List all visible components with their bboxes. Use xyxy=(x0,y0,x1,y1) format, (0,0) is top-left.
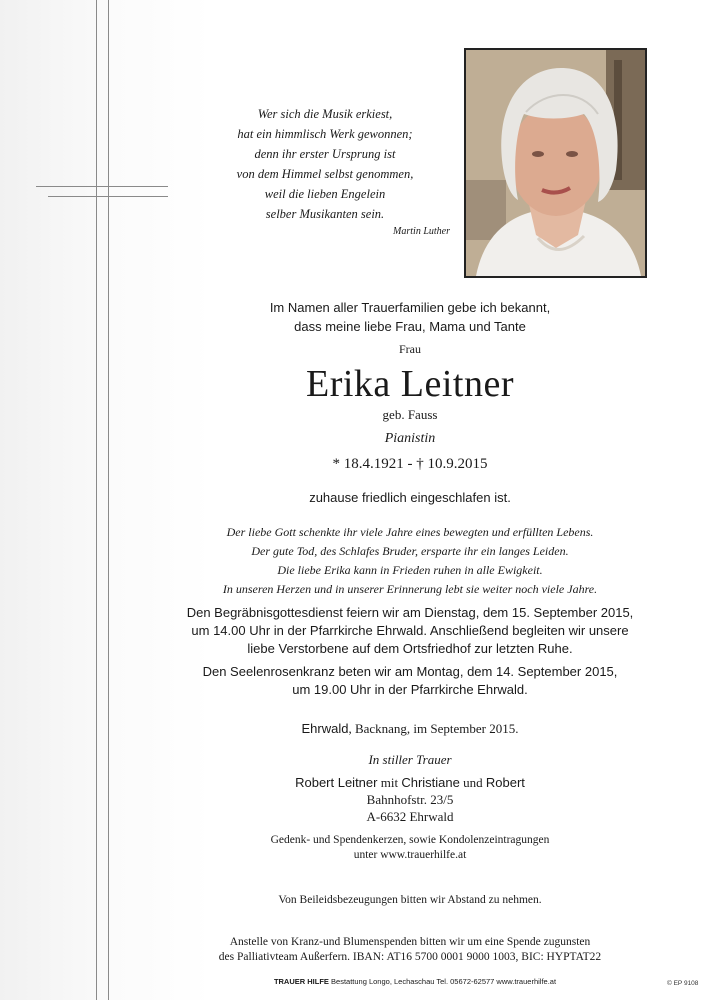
mourner-name: Robert Leitner xyxy=(295,775,378,790)
intro-line: dass meine liebe Frau, Mama und Tante xyxy=(294,319,526,334)
address-city: A-6632 Ehrwald xyxy=(366,809,454,824)
condolence-line: unter www.trauerhilfe.at xyxy=(353,849,467,861)
quote-line: hat ein himmlisch Werk gewonnen; xyxy=(237,127,413,141)
donation-line: des Palliativteam Außerfern. IBAN: AT16 5700 0001 9000 1003, BIC: HYPTAT22 xyxy=(218,951,602,963)
cross-horizontal-bottom xyxy=(48,196,168,197)
place-town: Ehrwald xyxy=(301,721,349,736)
funeral-line: Den Begräbnisgottesdienst feiern wir am Dienstag, dem 15. September 2015, xyxy=(186,605,634,620)
passing-text: zuhause friedlich eingeschlafen ist. xyxy=(309,490,511,505)
mourner-name: Christiane xyxy=(401,775,460,790)
poem-line: Der gute Tod, des Schlafes Bruder, ersparte ihr ein langes Leiden. xyxy=(251,544,569,558)
life-dates: * 18.4.1921 - † 10.9.2015 xyxy=(332,456,488,472)
quote-line: denn ihr erster Ursprung ist xyxy=(254,147,396,161)
mourner-joiner: mit xyxy=(377,775,402,790)
condolence-line: Gedenk- und Spendenkerzen, sowie Kondolenzeintragungen xyxy=(270,834,550,846)
mourner-joiner: und xyxy=(459,775,486,790)
title-word: Frau xyxy=(399,342,421,356)
place-rest: , Backnang, im September 2015. xyxy=(348,721,519,736)
luther-quote xyxy=(200,104,450,240)
footer-credit xyxy=(170,977,660,987)
cross-vertical-left xyxy=(96,0,97,1000)
profession: Pianistin xyxy=(384,431,436,446)
poem-line: Der liebe Gott schenkte ihr viele Jahre eines bewegten und erfüllten Lebens. xyxy=(226,525,594,539)
rosary-line: Den Seelenrosenkranz beten wir am Montag, dem 14. September 2015, xyxy=(202,664,618,679)
donation-line: Anstelle von Kranz-und Blumenspenden bitten wir um eine Spende zugunsten xyxy=(229,936,591,948)
funeral-line: um 14.00 Uhr in der Pfarrkirche Ehrwald. Anschließend begleiten wir unsere xyxy=(191,623,629,638)
rosary-info xyxy=(180,663,640,699)
quote-line: von dem Himmel selbst genommen, xyxy=(236,167,414,181)
donation-info xyxy=(180,935,640,965)
funeral-info xyxy=(180,604,640,658)
condolence-info xyxy=(180,833,640,863)
cross-vertical-right xyxy=(108,0,109,1000)
address-street: Bahnhofstr. 23/5 xyxy=(366,792,454,807)
print-code: © EP 9108 xyxy=(667,980,699,987)
portrait-illustration xyxy=(466,50,645,276)
rosary-line: um 19.00 Uhr in der Pfarrkirche Ehrwald. xyxy=(292,682,528,697)
quote-line: Wer sich die Musik erkiest, xyxy=(257,107,393,121)
cross-horizontal-top xyxy=(36,186,168,187)
intro-text xyxy=(180,298,640,336)
intro-line: Im Namen aller Trauerfamilien gebe ich bekannt, xyxy=(269,300,551,315)
deceased-name: Erika Leitner xyxy=(305,363,514,405)
quote-line: selber Musikanten sein. xyxy=(265,207,385,221)
portrait-photo xyxy=(464,48,647,278)
footer-brand: TRAUER HILFE xyxy=(273,977,329,986)
mourner-address xyxy=(180,791,640,825)
mourner-name: Robert xyxy=(485,775,525,790)
condolence-request: Von Beileidsbezeugungen bitten wir Abstand zu nehmen. xyxy=(278,894,542,906)
mourning-heading: In stiller Trauer xyxy=(368,752,452,767)
quote-author: Martin Luther xyxy=(393,226,450,237)
poem-line: In unseren Herzen und in unserer Erinnerung lebt sie weiter noch viele Jahre. xyxy=(222,582,598,596)
birth-name: geb. Fauss xyxy=(382,407,438,422)
footer-text: Bestattung Longo, Lechaschau Tel. 05672-62577 www.trauerhilfe.at xyxy=(328,977,557,986)
poem-line: Die liebe Erika kann in Frieden ruhen in alle Ewigkeit. xyxy=(277,563,543,577)
funeral-line: liebe Verstorbene auf dem Ortsfriedhof zur letzten Ruhe. xyxy=(247,641,573,656)
mourners xyxy=(180,774,640,792)
memorial-poem xyxy=(180,523,640,599)
quote-line: weil die lieben Engelein xyxy=(264,187,386,201)
place-date xyxy=(180,720,640,738)
